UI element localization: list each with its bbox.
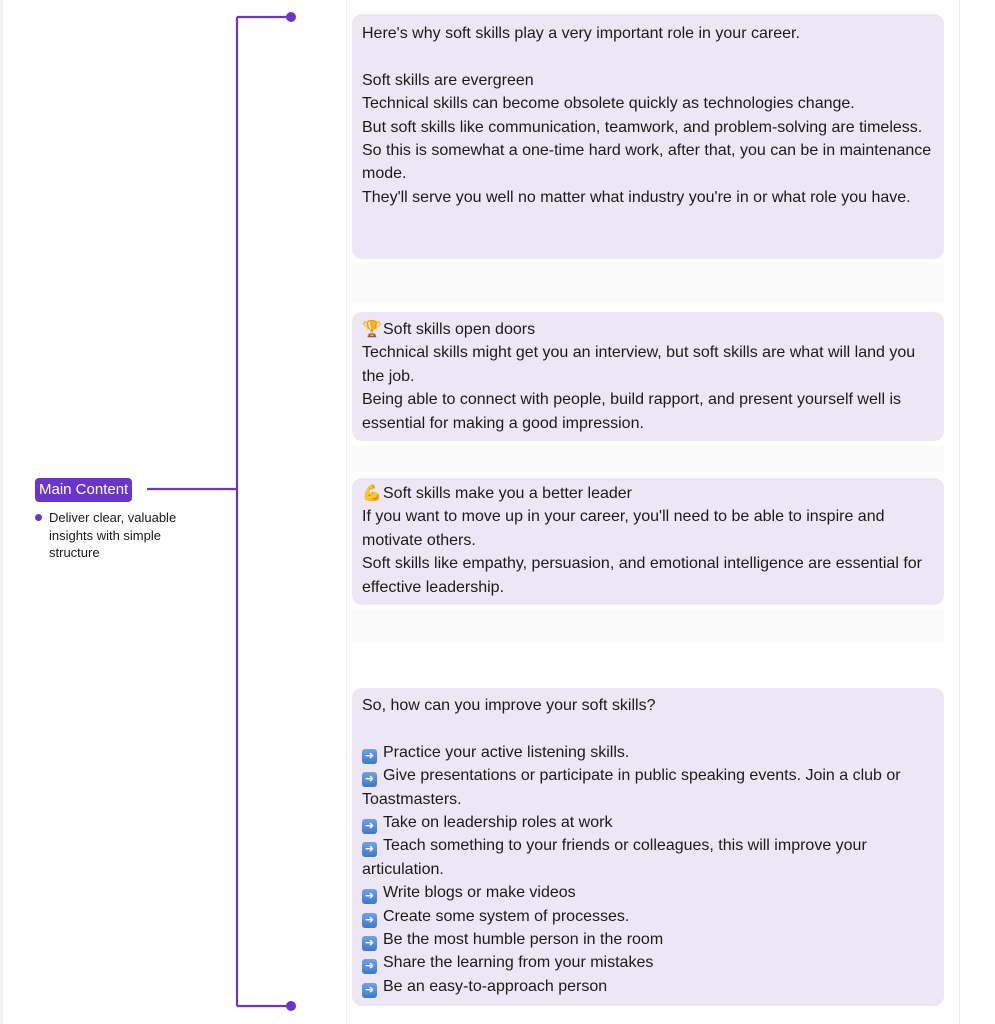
list-item	[362, 881, 934, 904]
line-text: Soft skills like empathy, persuasion, and emotional intelligence are essential for effective leadership.	[362, 555, 922, 596]
card-text-line	[362, 341, 934, 388]
list-item	[362, 741, 934, 764]
mindmap-node-main-content[interactable]: Main Content	[35, 478, 132, 502]
right-arrow-icon: ➜	[362, 772, 377, 787]
line-text: Teach something to your friends or colleagues, this will improve your articulation.	[362, 837, 867, 878]
line-text: Soft skills are evergreen	[362, 71, 534, 89]
card-text-line	[362, 22, 934, 45]
card-text-line	[362, 694, 934, 717]
card-text-line	[362, 92, 934, 115]
list-item	[362, 811, 934, 834]
right-arrow-icon: ➜	[362, 913, 377, 928]
card-text-line	[362, 482, 942, 505]
list-item	[362, 834, 934, 881]
blank-line	[362, 45, 934, 68]
line-text: Practice your active listening skills.	[383, 743, 630, 761]
right-arrow-icon: ➜	[362, 889, 377, 904]
line-text: Give presentations or participate in public speaking events. Join a club or Toastmasters.	[362, 767, 901, 808]
card-text-line	[362, 552, 942, 599]
list-item	[362, 905, 934, 928]
line-text: Take on leadership roles at work	[383, 814, 613, 832]
connector-endpoint-bottom[interactable]	[286, 1001, 296, 1011]
line-text: So this is somewhat a one-time hard work, after that, you can be in maintenance mode.	[362, 142, 932, 183]
card-text-line	[362, 69, 934, 92]
bullet-dot-icon	[35, 514, 42, 521]
flexed-bicep-icon: 💪	[362, 485, 382, 502]
card-text-line	[362, 116, 934, 139]
line-text: Technical skills can become obsolete quickly as technologies change.	[362, 95, 855, 113]
line-text: Create some system of processes.	[383, 907, 630, 925]
trophy-icon: 🏆	[362, 321, 382, 338]
line-text: Share the learning from your mistakes	[383, 954, 654, 972]
list-item	[362, 975, 934, 998]
connector-endpoint-top[interactable]	[286, 12, 296, 22]
line-text: Soft skills open doors	[383, 321, 536, 338]
right-arrow-icon: ➜	[362, 936, 377, 951]
list-item	[362, 951, 934, 974]
content-card-why-soft-skills[interactable]	[352, 14, 944, 259]
line-text: They'll serve you well no matter what industry you're in or what role you have.	[362, 188, 911, 206]
node-note-text: Deliver clear, valuable insights with simple structure	[49, 510, 177, 560]
right-arrow-icon: ➜	[362, 983, 377, 998]
right-arrow-icon: ➜	[362, 959, 377, 974]
line-text: Being able to connect with people, build rapport, and present yourself well is essential for making a good impression.	[362, 391, 901, 432]
right-arrow-icon: ➜	[362, 842, 377, 857]
right-arrow-icon: ➜	[362, 749, 377, 764]
line-text: So, how can you improve your soft skills?	[362, 697, 656, 714]
line-text: But soft skills like communication, teamwork, and problem-solving are timeless.	[362, 118, 923, 136]
card-text-line	[362, 186, 934, 209]
content-card-open-doors[interactable]	[352, 312, 944, 441]
blank-line	[362, 717, 934, 740]
line-text: Write blogs or make videos	[383, 884, 576, 902]
card-text-line	[362, 318, 934, 341]
right-arrow-icon: ➜	[362, 819, 377, 834]
line-text: Soft skills make you a better leader	[383, 485, 633, 502]
content-card-improve-soft-skills[interactable]	[352, 688, 944, 1006]
card-text-line	[362, 505, 942, 552]
node-note	[35, 509, 215, 562]
line-text: Here's why soft skills play a very important role in your career.	[362, 25, 800, 42]
list-item	[362, 764, 934, 811]
line-text: Be an easy-to-approach person	[383, 977, 608, 995]
content-card-better-leader[interactable]	[352, 478, 944, 605]
line-text: Technical skills might get you an interview, but soft skills are what will land you the job.	[362, 344, 916, 385]
card-text-line	[362, 388, 934, 435]
line-text: Be the most humble person in the room	[383, 931, 664, 949]
card-text-line	[362, 139, 934, 186]
list-item	[362, 928, 934, 951]
line-text: If you want to move up in your career, you'll need to be able to inspire and motivate others.	[362, 508, 885, 549]
